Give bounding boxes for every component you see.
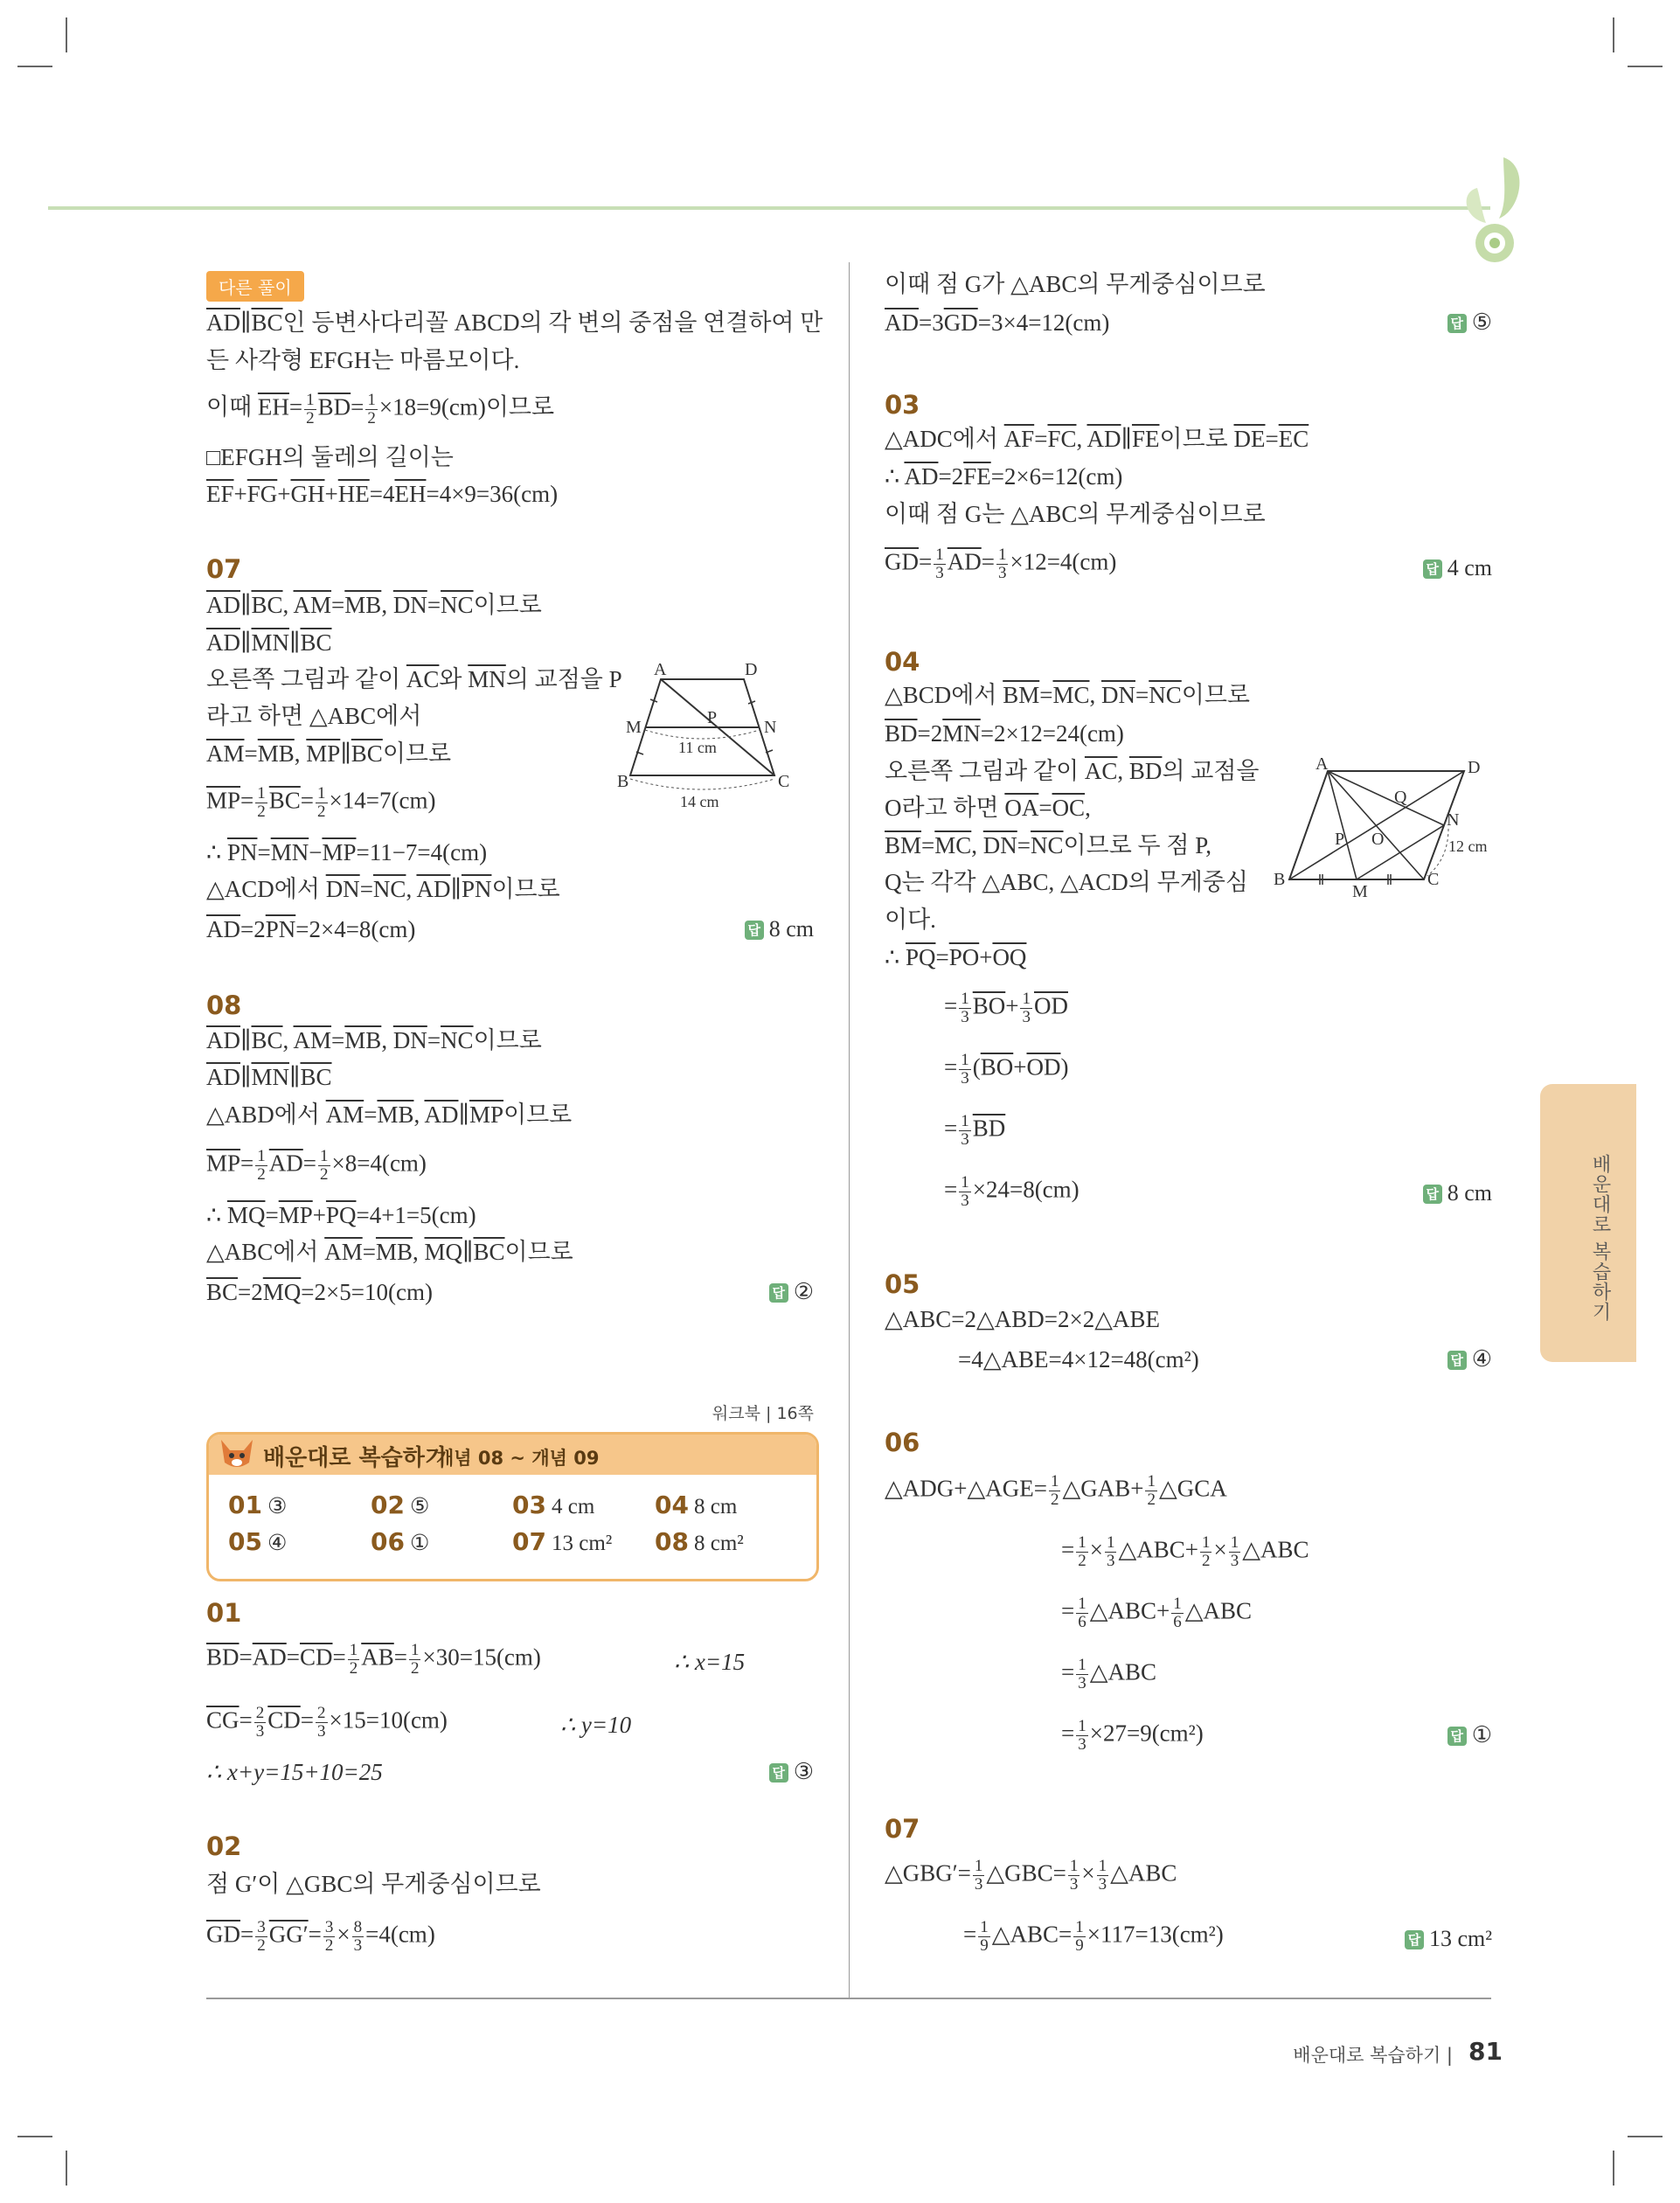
text-line: $\overline{AD}\parallel\overline{BC}$인 등변사다리꼴 ABCD의 각 변의 중점을 연결하여 만 — [206, 309, 823, 336]
text-line: ∴ x=15 — [674, 1649, 746, 1675]
text-line: $\overline{AD}\parallel\overline{BC}$, $\overline{AM}=\overline{MB}$, $\overline{DN}=\overline{NC}$이므로 — [206, 1027, 542, 1053]
text-line: $\overline{MP}=$ $\frac{1}{2}$ $\overline{AD}=$ $\frac{1}{2}$ ×8=4(cm) — [206, 1147, 427, 1184]
crop-mark — [17, 2136, 52, 2137]
answer: 답 ② — [769, 1279, 814, 1305]
answer: 답 13 cm² — [1405, 1926, 1492, 1952]
problem-number: 06 — [885, 1428, 920, 1457]
answer-mark-icon: 답 — [1423, 1185, 1442, 1204]
text-line: $\overline{BC}=2\overline{MQ}=2\times 5=10(cm)$ — [206, 1279, 433, 1305]
workbook-reference: 워크북 | 16쪽 — [712, 1404, 814, 1423]
text-line: = $\frac{1}{3}$ ×24=8(cm) — [944, 1173, 1080, 1210]
figure-label: P — [1335, 830, 1345, 849]
text-line: △GBG′= $\frac{1}{3}$ △GBC= $\frac{1}{3}$ × $\frac{1}{3}$ △ABC — [885, 1857, 1177, 1894]
problem-number: 08 — [206, 990, 242, 1020]
figure-label: B — [617, 772, 629, 791]
answer: 답 ③ — [769, 1759, 814, 1785]
review-answer: 01 ③ — [228, 1491, 288, 1519]
review-answer: 07 13 cm² — [512, 1527, 613, 1556]
figure-label: C — [1427, 870, 1440, 889]
text-line: $\overline{GD}=$ $\frac{1}{3}$ $\overline{AD}=$ $\frac{1}{3}$ ×12=4(cm) — [885, 546, 1117, 582]
page-number: 81 — [1468, 2037, 1503, 2066]
crop-mark — [66, 2151, 67, 2186]
text-line: $\overline{AD}=3\overline{GD}=3\times 4=12(cm)$ — [885, 309, 1110, 336]
answer-mark-icon: 답 — [769, 1763, 788, 1783]
answer-mark-icon: 답 — [1423, 559, 1442, 579]
text-line: $\overline{BD}=2\overline{MN}=2\times 12=24(cm)$ — [885, 720, 1124, 747]
other-solution-badge: 다른 풀이 — [206, 271, 304, 302]
text-line: $\overline{EF}+\overline{FG}+\overline{GH}+\overline{HE}=4\overline{EH}=4\times 9=36(cm)$ — [206, 481, 559, 507]
text-line: ∴ $\overline{AD}=2\overline{FE}=2\times 6=12(cm)$ — [885, 463, 1123, 490]
answer-mark-icon: 답 — [1447, 314, 1467, 333]
figure-label: C — [778, 772, 790, 791]
text-line: ∴ $\overline{PQ}=\overline{PO}+\overline{OQ}$ — [885, 944, 1027, 970]
review-answer: 02 ⑤ — [371, 1491, 430, 1519]
text-line: $\overline{BM}=\overline{MC}$, $\overline{DN}=\overline{NC}$이므로 두 점 P, — [885, 832, 1211, 858]
text-line: 이때 점 G는 △ABC의 무게중심이므로 — [885, 501, 1266, 527]
text-line: ∴ $\overline{PN}=\overline{MN}-\overline{MP}=11-7=4(cm)$ — [206, 839, 488, 865]
answer: 답 8 cm — [745, 916, 814, 942]
text-line: = $\frac{1}{6}$ △ABC+ $\frac{1}{6}$ △ABC — [1061, 1595, 1253, 1631]
crop-mark — [1613, 2151, 1614, 2186]
text-line: □EFGH의 둘레의 길이는 — [206, 444, 454, 470]
text-line: $\overline{AM}=\overline{MB}$, $\overline{MP}\parallel\overline{BC}$이므로 — [206, 740, 452, 767]
figure-label: D — [1468, 758, 1481, 777]
trapezoid-figure — [617, 660, 814, 809]
text-line: $\overline{GD}=$ $\frac{3}{2}$ GG′= $\frac{3}{2}$ × $\frac{8}{3}$ =4(cm) — [206, 1918, 435, 1955]
text-line: ∴ y=10 — [560, 1712, 632, 1738]
review-answer: 06 ① — [371, 1527, 430, 1556]
figure-label: N — [1447, 810, 1460, 830]
text-line: △BCD에서 $\overline{BM}=\overline{MC}$, $\overline{DN}=\overline{NC}$이므로 — [885, 682, 1250, 708]
text-line: 오른쪽 그림과 같이 $\overline{AC}$와 $\overline{MN}$의 교점을 P — [206, 666, 622, 692]
text-line: $\overline{CG}=$ $\frac{2}{3}$ $\overline{CD}=$ $\frac{2}{3}$ ×15=10(cm) — [206, 1704, 448, 1741]
text-line: 라고 하면 △ABC에서 — [206, 703, 422, 729]
text-line: ∴ x+y=15+10=25 — [206, 1759, 383, 1785]
figure-label: D — [745, 660, 758, 679]
review-answer: 03 4 cm — [512, 1491, 595, 1519]
text-line: $\overline{BD}=\overline{AD}=\overline{CD}=$ $\frac{1}{2}$ $\overline{AB}=$ $\frac{1}{2}$ ×30=15(cm) — [206, 1641, 541, 1678]
figure-label: N — [764, 718, 777, 737]
text-line: △ABC=2△ABD=2×2△ABE — [885, 1306, 1160, 1332]
crop-mark — [1628, 66, 1663, 67]
text-line: $\overline{AD}\parallel\overline{BC}$, $\overline{AM}=\overline{MB}$, $\overline{DN}=\overline{NC}$이므로 — [206, 592, 542, 618]
footer-section: 배운대로 복습하기 | — [1293, 2045, 1453, 2066]
figure-label: A — [1316, 754, 1329, 774]
text-line: $\overline{AD}\parallel\overline{MN}\parallel\overline{BC}$ — [206, 629, 332, 656]
problem-number: 07 — [885, 1814, 920, 1844]
text-line: ∴ $\overline{MQ}=\overline{MP}+\overline{PQ}=4+1=5(cm)$ — [206, 1202, 476, 1228]
crop-mark — [17, 66, 52, 67]
figure-label: A — [654, 660, 667, 679]
parallelogram-figure — [1274, 754, 1492, 902]
answer: 답 ④ — [1447, 1346, 1492, 1373]
text-line: $\overline{AD}\parallel\overline{MN}\parallel\overline{BC}$ — [206, 1064, 332, 1090]
crop-mark — [1613, 17, 1614, 52]
answer-mark-icon: 답 — [745, 921, 764, 940]
figure-label: O — [1371, 830, 1385, 849]
answer-mark-icon: 답 — [1447, 1351, 1467, 1370]
review-answer: 08 8 cm² — [655, 1527, 744, 1556]
text-line: $\overline{AD}=2\overline{PN}=2\times 4=8(cm)$ — [206, 916, 416, 942]
answer: 답 8 cm — [1423, 1180, 1492, 1206]
text-line: △ABC에서 $\overline{AM}=\overline{MB}$, $\overline{MQ}\parallel\overline{BC}$이므로 — [206, 1239, 573, 1265]
text-line: 이다. — [885, 907, 936, 933]
figure-label: M — [626, 718, 642, 737]
left-column — [206, 0, 823, 2098]
fox-mascot-icon — [214, 1429, 260, 1473]
column-divider — [849, 262, 850, 1998]
crop-mark — [1628, 2136, 1663, 2137]
text-line: △ABD에서 $\overline{AM}=\overline{MB}$, $\overline{AD}\parallel\overline{MP}$이므로 — [206, 1102, 573, 1128]
text-line: 오른쪽 그림과 같이 $\overline{AC}$, $\overline{BD}$의 교점을 — [885, 758, 1260, 784]
review-range: 개념 08 ~ 개념 09 — [436, 1448, 600, 1469]
review-title: 배운대로 복습하기 — [263, 1445, 447, 1471]
text-line: O라고 하면 $\overline{OA}=\overline{OC}$, — [885, 795, 1091, 821]
figure-label: M — [1352, 882, 1368, 901]
answer-mark-icon: 답 — [1447, 1727, 1467, 1746]
answer: 답 ⑤ — [1447, 309, 1492, 336]
figure-label: Q — [1394, 788, 1407, 807]
text-line: 이때 $\overline{EH}=$ $\frac{1}{2}$ $\overline{BD}=$ $\frac{1}{2}$ ×18=9(cm)이므로 — [206, 391, 555, 427]
answer-mark-icon: 답 — [769, 1283, 788, 1303]
problem-number: 02 — [206, 1831, 242, 1861]
problem-number: 07 — [206, 554, 242, 584]
text-line: = $\frac{1}{3}$ $\overline{BD}$ — [944, 1112, 1006, 1149]
text-line: = $\frac{1}{9}$ △ABC= $\frac{1}{9}$ ×117=13(cm²) — [963, 1918, 1224, 1955]
right-column — [885, 0, 1492, 2098]
text-line: =4△ABE=4×12=48(cm²) — [958, 1346, 1199, 1373]
text-line: = $\frac{1}{3}$ $\overline{BO}+$ $\frac{1}{3}$ $\overline{OD}$ — [944, 990, 1068, 1026]
problem-number: 03 — [885, 390, 920, 420]
review-box — [206, 1432, 819, 1581]
text-line: 점 G′이 △GBC의 무게중심이므로 — [206, 1871, 541, 1897]
text-line: = $\frac{1}{3}$ △ABC — [1061, 1656, 1157, 1692]
text-line: $\overline{MP}=$ $\frac{1}{2}$ $\overline{BC}=$ $\frac{1}{2}$ ×14=7(cm) — [206, 784, 436, 821]
text-line: = $\frac{1}{3}$ $(\overline{BO}+\overline{OD})$ — [944, 1051, 1069, 1088]
figure-label: 11 cm — [678, 739, 717, 756]
figure-label: 14 cm — [680, 793, 719, 809]
answer: 답 ① — [1447, 1722, 1492, 1748]
side-tab-label: 배운대로 복습하기 — [1589, 1154, 1611, 1322]
review-answer: 04 8 cm — [655, 1491, 738, 1519]
problem-number: 01 — [206, 1598, 242, 1628]
text-line: 이때 점 G가 △ABC의 무게중심이므로 — [885, 271, 1266, 297]
answer: 답 4 cm — [1423, 555, 1492, 581]
figure-label: 12 cm — [1448, 837, 1488, 855]
answer-mark-icon: 답 — [1405, 1930, 1424, 1949]
crop-mark — [66, 17, 67, 52]
text-line: = $\frac{1}{3}$ ×27=9(cm²) — [1061, 1717, 1204, 1754]
text-line: △ACD에서 $\overline{DN}=\overline{NC}$, $\overline{AD}\parallel\overline{PN}$이므로 — [206, 876, 560, 902]
problem-number: 05 — [885, 1269, 920, 1299]
text-line: 든 사각형 EFGH는 마름모이다. — [206, 347, 520, 373]
text-line: △ADG+△AGE= $\frac{1}{2}$ △GAB+ $\frac{1}{2}$ △GCA — [885, 1472, 1227, 1509]
text-line: Q는 각각 △ABC, △ACD의 무게중심 — [885, 869, 1248, 895]
figure-label: B — [1274, 870, 1286, 889]
review-answer: 05 ④ — [228, 1527, 288, 1556]
figure-label: P — [707, 708, 718, 727]
text-line: △ADC에서 $\overline{AF}=\overline{FC}$, $\overline{AD}\parallel\overline{FE}$이므로 $\overline{DE}=\overline{EC}$ — [885, 426, 1309, 452]
problem-number: 04 — [885, 647, 920, 677]
text-line: = $\frac{1}{2}$ × $\frac{1}{3}$ △ABC+ $\frac{1}{2}$ × $\frac{1}{3}$ △ABC — [1061, 1533, 1309, 1570]
